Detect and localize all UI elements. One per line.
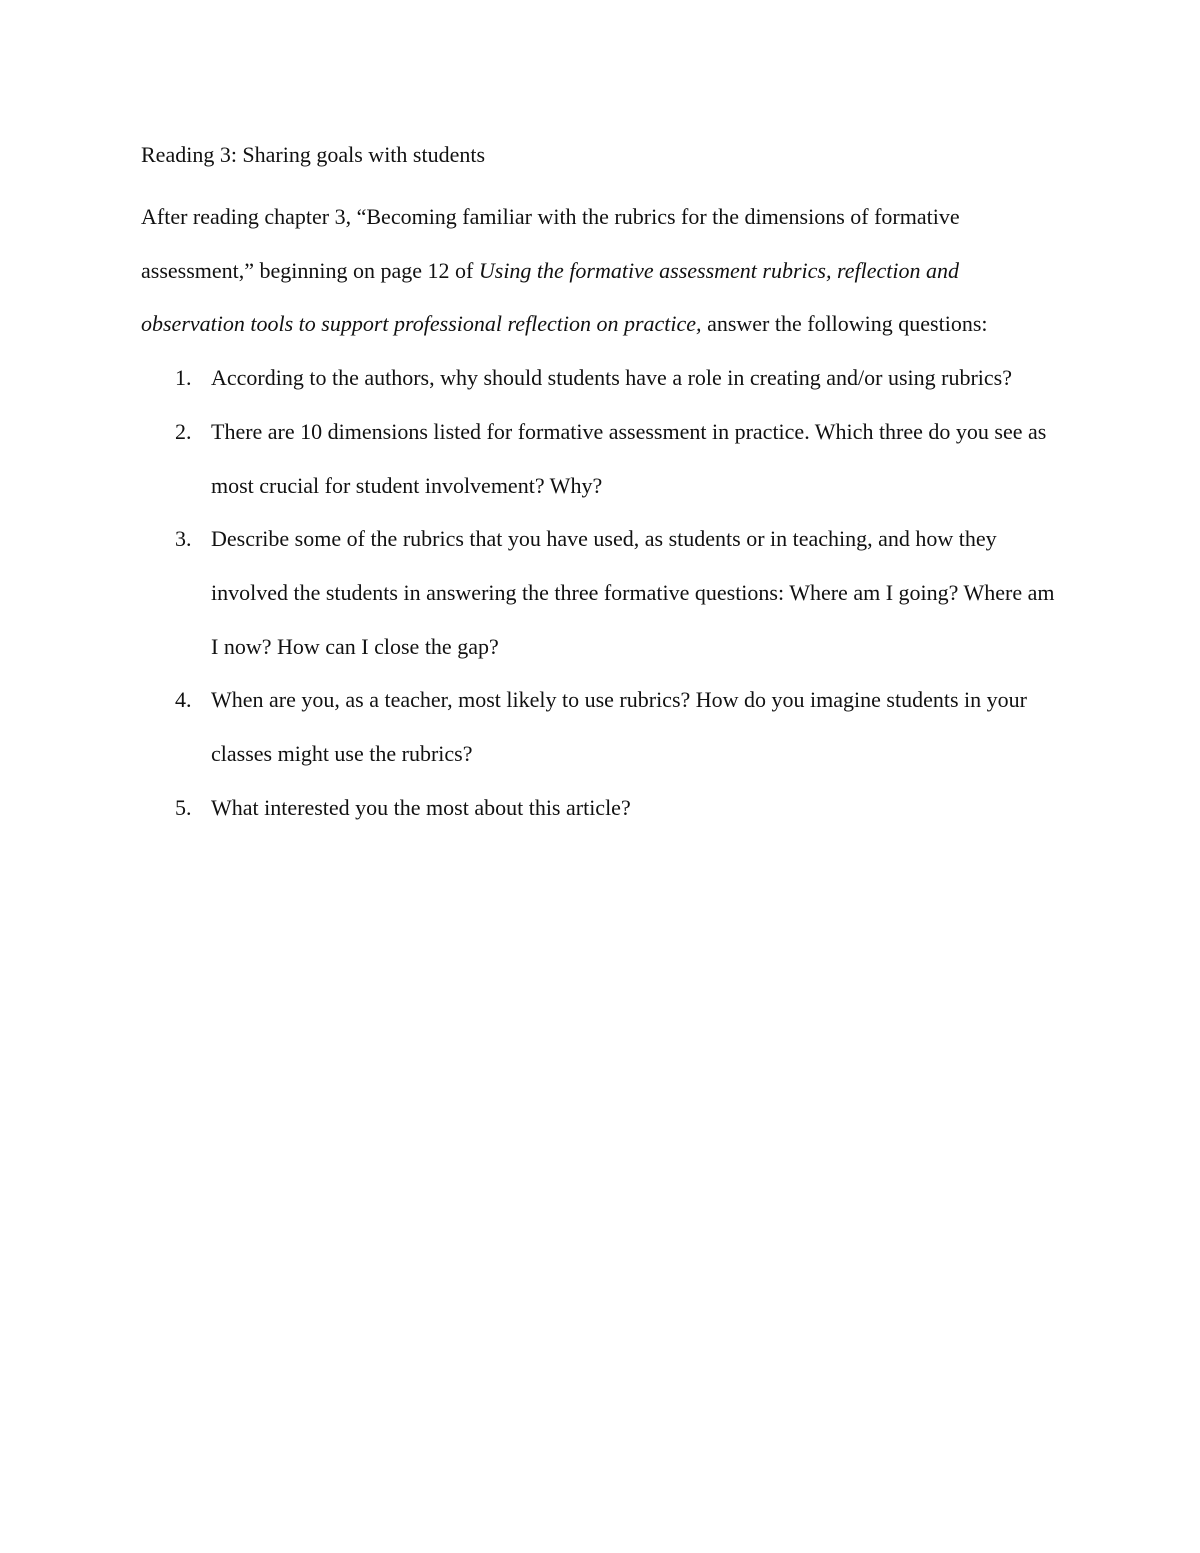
question-item-5 — [141, 781, 1061, 835]
question-text: When are you, as a teacher, most likely to use rubrics? How do you imagine students in your classes might use the rubrics? — [211, 687, 1027, 767]
question-item-1 — [141, 351, 1061, 405]
document-page — [141, 136, 1061, 834]
question-number: 3. — [175, 526, 192, 552]
intro-lead: After reading chapter 3, “Becoming familiar with the rubrics for the dimensions of formative assessment,” beginning on page 12 of — [141, 204, 960, 283]
question-list — [141, 351, 1061, 834]
question-item-2 — [141, 405, 1061, 512]
intro-paragraph — [141, 190, 1061, 351]
question-text: According to the authors, why should students have a role in creating and/or using rubrics? — [211, 365, 1012, 391]
question-text: Describe some of the rubrics that you have used, as students or in teaching, and how they involved the students in answering the three formative questions: Where am I going? Where am I now? How can I close the gap? — [211, 526, 1055, 659]
question-text: What interested you the most about this article? — [211, 794, 631, 820]
question-number: 4. — [175, 687, 192, 713]
question-number: 5. — [175, 794, 192, 820]
question-item-4 — [141, 673, 1061, 780]
question-item-3 — [141, 512, 1061, 673]
page-title: Reading 3: Sharing goals with students — [141, 142, 486, 167]
question-number: 2. — [175, 418, 192, 444]
book-title: Using the formative assessment rubrics, reflection and observation tools to support professional reflection on practice, — [141, 257, 959, 337]
question-text: There are 10 dimensions listed for formative assessment in practice. Which three do you see as most crucial for student involvement? Why? — [211, 418, 1047, 498]
intro-trail: answer the following questions: — [701, 311, 988, 337]
question-number: 1. — [175, 365, 192, 391]
